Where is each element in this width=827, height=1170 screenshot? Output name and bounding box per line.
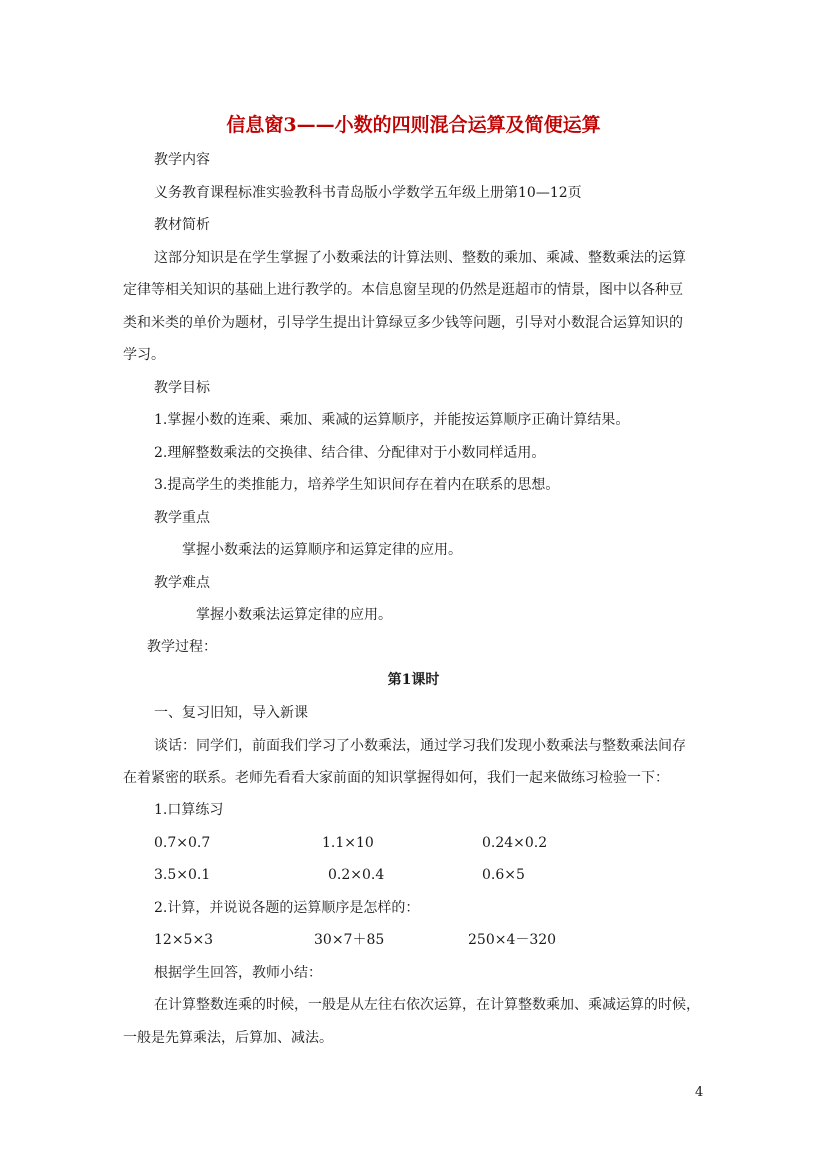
heading-difficulties: 教学难点 bbox=[154, 575, 210, 591]
goal-3: 3.提高学生的类推能力，培养学生知识间存在着内在联系的思想。 bbox=[154, 477, 560, 493]
exercise-item: 0.6×5 bbox=[482, 867, 525, 883]
analysis-line-3: 类和米类的单价为题材，引导学生提出计算绿豆多少钱等问题，引导对小数混合运算知识的 bbox=[123, 315, 683, 331]
analysis-line-2: 定律等相关知识的基础上进行教学的。本信息窗呈现的仍然是逛超市的情景，图中以各种豆 bbox=[123, 282, 683, 298]
talk-line-1: 谈话：同学们，前面我们学习了小数乘法，通过学习我们发现小数乘法与整数乘法间存 bbox=[154, 738, 686, 754]
summary-line-1: 在计算整数连乘的时候，一般是从左往右依次运算，在计算整数乘加、乘减运算的时候， bbox=[154, 997, 700, 1013]
analysis-line-1: 这部分知识是在学生掌握了小数乘法的计算法则、整数的乘加、乘减、整数乘法的运算 bbox=[154, 250, 686, 266]
exercise-2-heading: 2.计算，并说说各题的运算顺序是怎样的： bbox=[154, 900, 420, 916]
heading-process: 教学过程： bbox=[147, 639, 217, 655]
goal-1: 1.掌握小数的连乘、乘加、乘减的运算顺序，并能按运算顺序正确计算结果。 bbox=[154, 412, 630, 428]
lesson-heading: 第1课时 bbox=[387, 672, 440, 688]
exercise-item: 250×4－320 bbox=[468, 932, 557, 948]
step-1-heading: 一、复习旧知，导入新课 bbox=[154, 705, 308, 721]
summary-line-2: 一般是先算乘法，后算加、减法。 bbox=[123, 1030, 333, 1046]
heading-content: 教学内容 bbox=[154, 152, 210, 168]
heading-key-points: 教学重点 bbox=[154, 510, 210, 526]
difficulties-text: 掌握小数乘法运算定律的应用。 bbox=[196, 607, 392, 623]
talk-line-2: 在着紧密的联系。老师先看看大家前面的知识掌握得如何，我们一起来做练习检验一下： bbox=[123, 770, 669, 786]
exercise-item: 0.2×0.4 bbox=[328, 867, 385, 883]
heading-goals: 教学目标 bbox=[154, 380, 210, 396]
summary-intro: 根据学生回答，教师小结： bbox=[154, 965, 322, 981]
document-title: 信息窗3——小数的四则混合运算及简便运算 bbox=[226, 114, 601, 136]
exercise-1-heading: 1.口算练习 bbox=[154, 802, 224, 818]
analysis-line-4: 学习。 bbox=[123, 347, 165, 363]
heading-analysis: 教材简析 bbox=[154, 217, 210, 233]
exercise-item: 0.24×0.2 bbox=[482, 835, 548, 851]
exercise-item: 30×7＋85 bbox=[314, 932, 385, 948]
content-text: 义务教育课程标准实验教科书青岛版小学数学五年级上册第10—12页 bbox=[154, 185, 582, 201]
goal-2: 2.理解整数乘法的交换律、结合律、分配律对于小数同样适用。 bbox=[154, 445, 546, 461]
exercise-item: 3.5×0.1 bbox=[154, 867, 211, 883]
exercise-item: 12×5×3 bbox=[154, 932, 214, 948]
page-number: 4 bbox=[695, 1085, 704, 1100]
exercise-item: 1.1×10 bbox=[322, 835, 374, 851]
exercise-item: 0.7×0.7 bbox=[154, 835, 211, 851]
key-points-text: 掌握小数乘法的运算顺序和运算定律的应用。 bbox=[182, 542, 462, 558]
